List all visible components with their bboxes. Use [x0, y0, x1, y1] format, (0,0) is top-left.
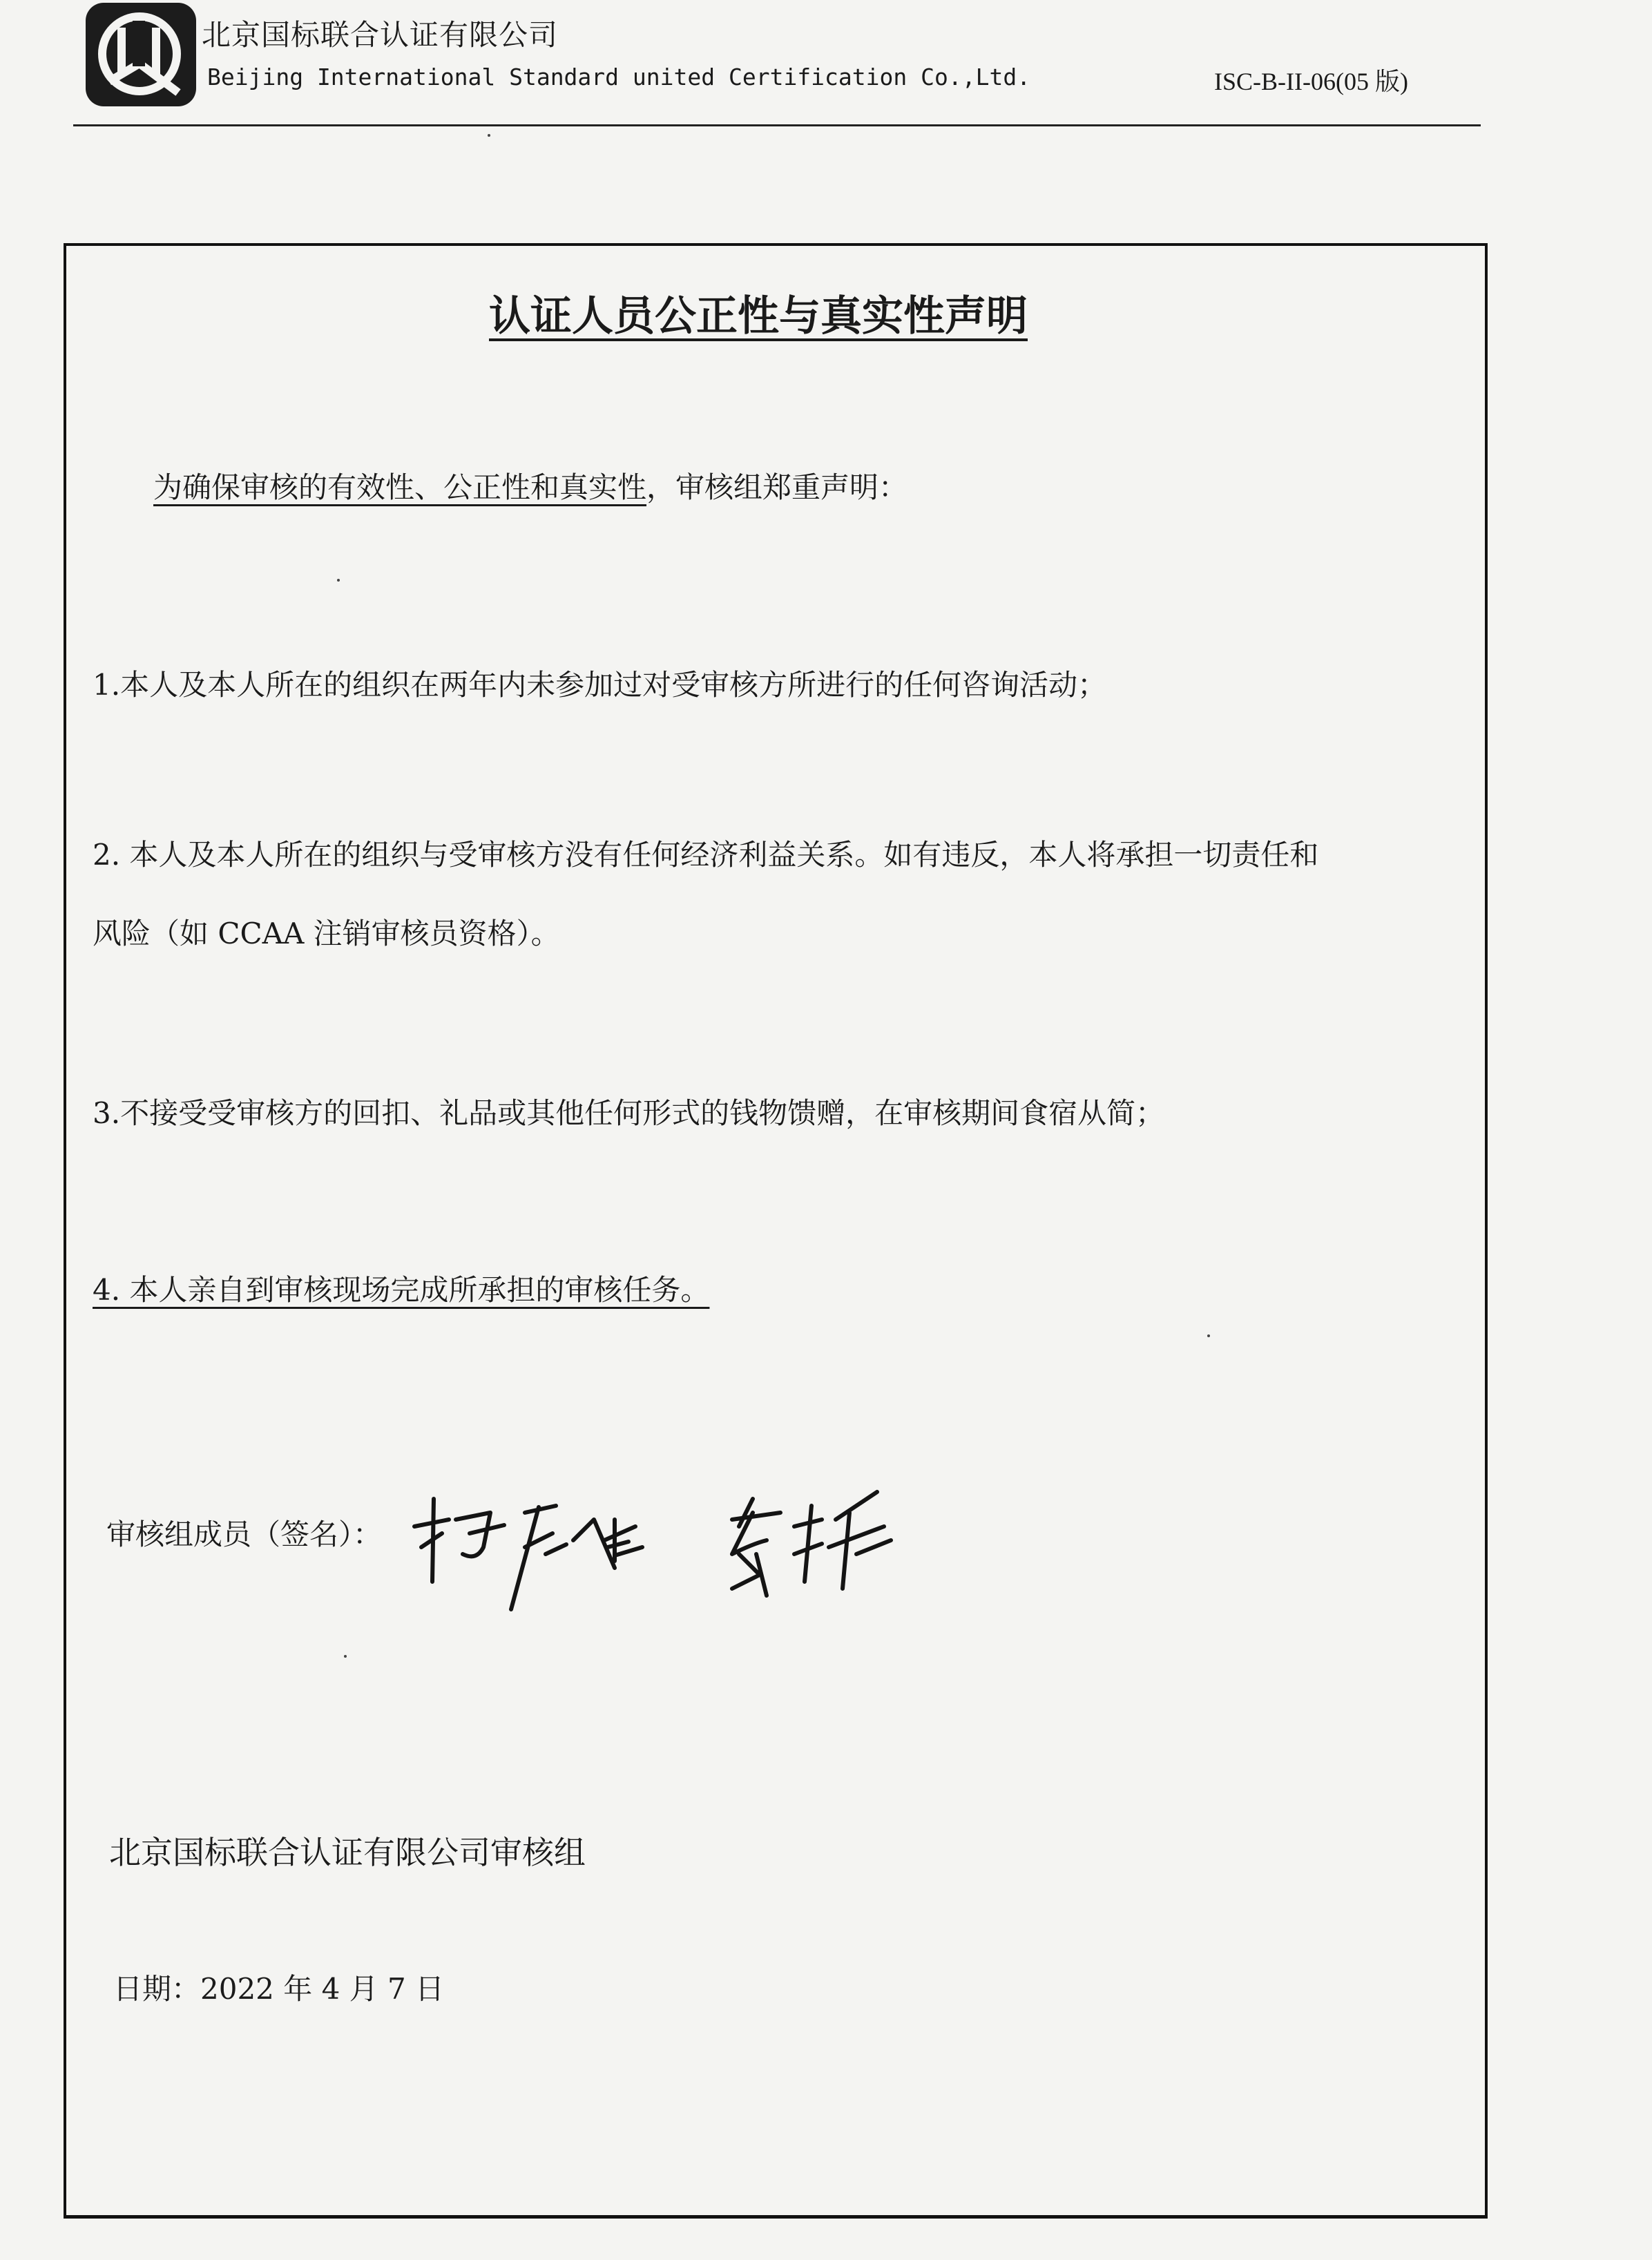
page-title: 认证人员公正性与真实性声明 — [489, 292, 1028, 341]
scan-speck — [488, 134, 490, 137]
scan-speck — [337, 579, 340, 582]
audit-group-name: 北京国标联合认证有限公司审核组 — [109, 1834, 586, 1871]
scan-speck — [344, 1655, 347, 1658]
header-divider — [73, 124, 1481, 126]
statement-item-1: 1.本人及本人所在的组织在两年内未参加过对受审核方所进行的任何咨询活动； — [93, 668, 1107, 702]
handwritten-signatures — [407, 1478, 905, 1616]
company-logo-icon — [81, 0, 200, 112]
company-name-cn: 北京国标联合认证有限公司 — [202, 18, 559, 52]
statement-item-3: 3.不接受受审核方的回扣、礼品或其他任何形式的钱物馈赠，在审核期间食宿从简； — [93, 1096, 1165, 1130]
declaration-date: 日期：2022 年 4 月 7 日 — [113, 1972, 445, 2006]
statement-item-4: 4. 本人亲自到审核现场完成所承担的审核任务。 — [93, 1273, 710, 1307]
statement-item-2-line-2: 风险（如 CCAA 注销审核员资格）。 — [93, 917, 560, 950]
statement-item-2-line-1: 2. 本人及本人所在的组织与受审核方没有任何经济利益关系。如有违反，本人将承担一切责任和 — [93, 838, 1319, 872]
scan-speck — [1207, 1334, 1210, 1337]
document-code: ISC-B-II-06(05 版) — [1214, 68, 1408, 95]
statement-form-border — [64, 243, 1488, 2219]
intro-underlined-text: 为确保审核的有效性、公正性和真实性 — [153, 470, 647, 504]
signature-label: 审核组成员（签名）： — [106, 1517, 383, 1551]
intro-rest-text: ，审核组郑重声明： — [646, 470, 908, 504]
intro-paragraph — [153, 467, 907, 508]
company-name-en: Beijing International Standard united Certification Co.,Ltd. — [207, 64, 1031, 90]
